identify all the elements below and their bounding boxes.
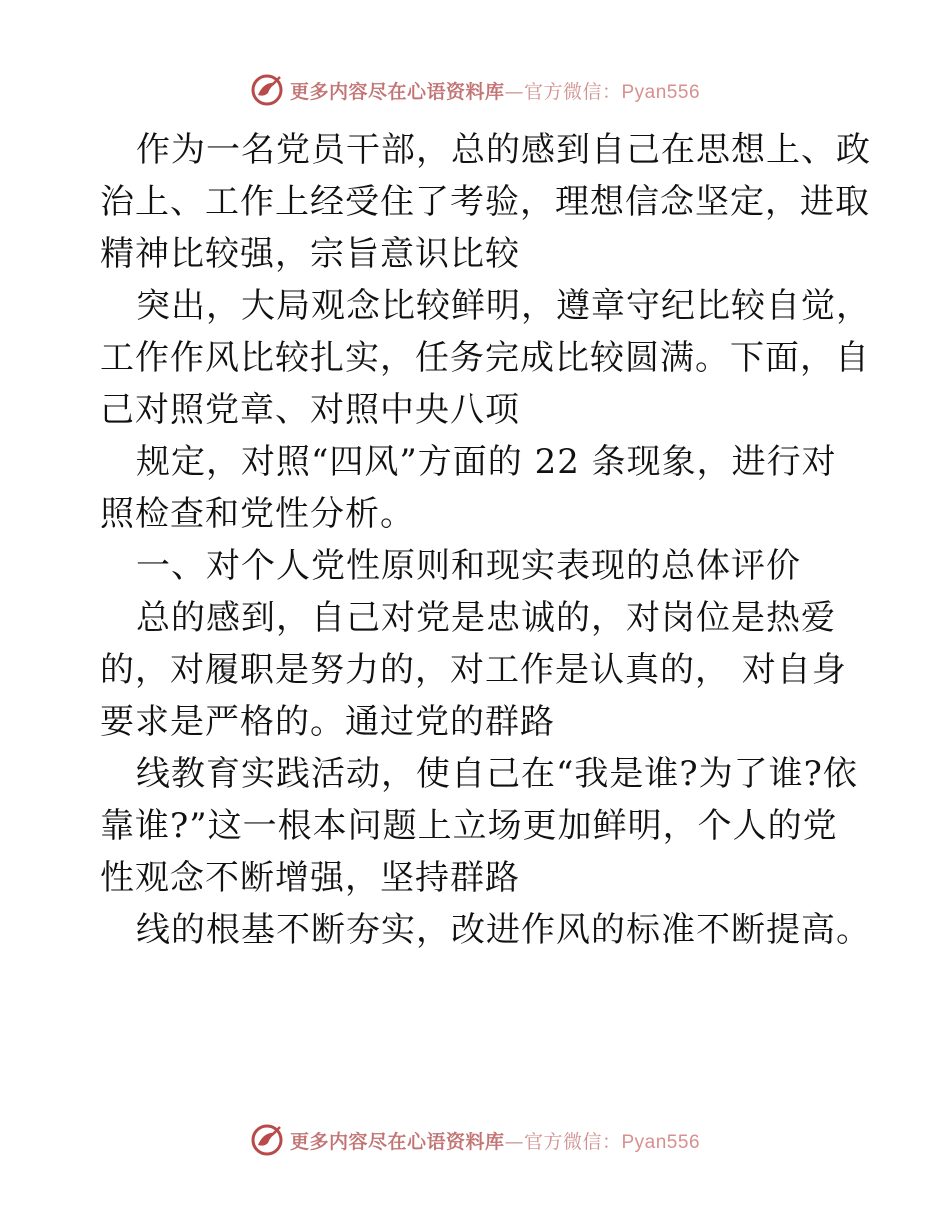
- body-line: 要求是严格的。通过党的群路: [100, 702, 555, 742]
- section-heading: 一、对个人党性原则和现实表现的总体评价: [136, 546, 801, 586]
- body-line: 突出，大局观念比较鲜明，遵章守纪比较自觉，: [136, 286, 871, 326]
- watermark-title: 更多内容尽在心语资料库: [289, 1130, 505, 1153]
- watermark-text: [290, 77, 700, 104]
- body-line: 规定，对照“四风”方面的 22 条现象，进行对: [136, 442, 837, 482]
- body-line: 靠谁?”这一根本问题上立场更加鲜明，个人的党: [100, 806, 838, 846]
- watermark-wechat-id: Pyan556: [621, 81, 701, 103]
- body-line: 线的根基不断夯实，改进作风的标准不断提高。: [136, 910, 871, 950]
- watermark-separator: —: [504, 1130, 524, 1153]
- header-watermark: [0, 68, 950, 112]
- watermark-logo-icon: [250, 73, 284, 107]
- body-line: 的，对履职是努力的，对工作是认真的， 对自身: [100, 650, 847, 690]
- document-body: [100, 124, 871, 956]
- body-line: 作为一名党员干部，总的感到自己在思想上、政: [136, 130, 871, 170]
- body-line: 治上、工作上经受住了考验，理想信念坚定，进取: [100, 182, 870, 222]
- footer-watermark: [0, 1118, 950, 1162]
- body-line: 总的感到，自己对党是忠诚的，对岗位是热爱: [136, 598, 836, 638]
- body-line: 线教育实践活动，使自己在“我是谁?为了谁?依: [136, 754, 858, 794]
- watermark-label: 官方微信：: [523, 80, 622, 103]
- watermark-wechat-id: Pyan556: [621, 1131, 701, 1153]
- watermark-label: 官方微信：: [523, 1130, 622, 1153]
- body-line: 己对照党章、对照中央八项: [100, 390, 520, 430]
- body-line: 工作作风比较扎实，任务完成比较圆满。下面，自: [100, 338, 870, 378]
- body-line: 精神比较强，宗旨意识比较: [100, 234, 520, 274]
- body-line: 照检查和党性分析。: [100, 494, 415, 534]
- watermark-title: 更多内容尽在心语资料库: [289, 80, 505, 103]
- body-line: 性观念不断增强，坚持群路: [100, 858, 520, 898]
- watermark-text: [290, 1127, 700, 1154]
- watermark-separator: —: [504, 80, 524, 103]
- watermark-logo-icon: [250, 1123, 284, 1157]
